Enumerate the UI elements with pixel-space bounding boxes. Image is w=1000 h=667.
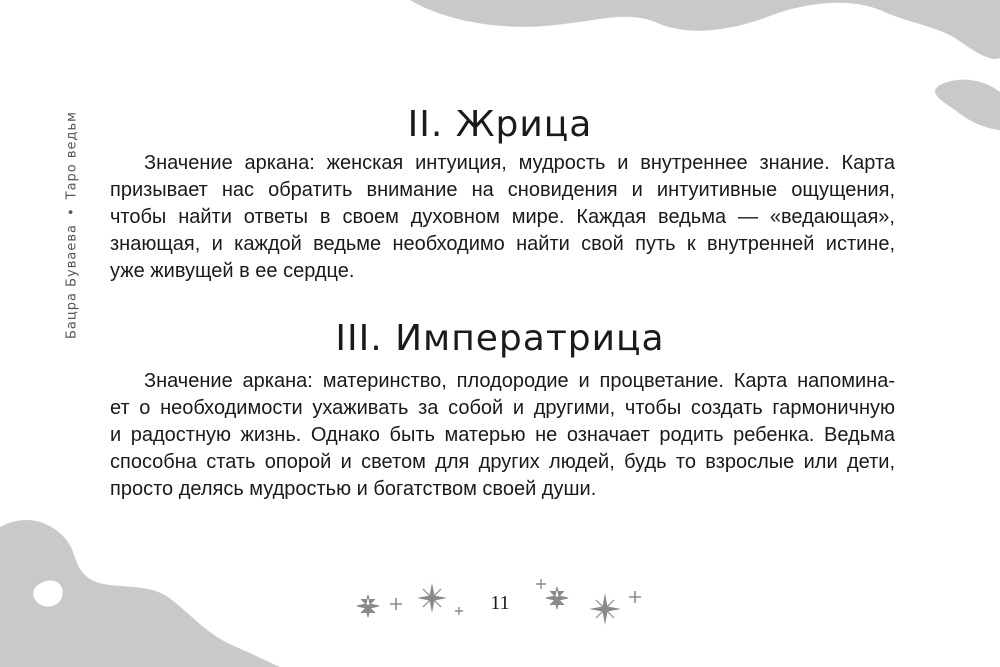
running-head-separator: • xyxy=(64,207,80,217)
sparkle-star-icon xyxy=(416,582,448,614)
text-line: знающая, и каждой ведьме необходимо найти свой путь к внутренней истине, xyxy=(110,233,895,255)
text-line: Значение аркана: материнство, плодородие и процветание. Карта напомина- xyxy=(144,370,895,392)
decorative-cloud-bottom xyxy=(0,505,280,667)
text-line: чтобы найти ответы в своем духовном мире. Каждая ведьма — «ведающая», xyxy=(110,206,895,228)
running-head-book-title: Таро ведьм xyxy=(64,111,80,200)
section-title-empress: III. Императрица xyxy=(335,318,665,359)
section-body-high-priestess xyxy=(110,150,895,285)
text-line: ет о необходимости ухаживать за собой и другими, чтобы создать гармоничную xyxy=(110,397,895,419)
text-line: уже живущей в ее сердце. xyxy=(110,260,355,282)
running-head-author: Бацра Буваева xyxy=(64,224,80,339)
sparkle-star-icon xyxy=(356,594,380,618)
plus-star-icon xyxy=(628,590,642,604)
text-line: способна стать опорой и светом для других людей, будь то взрослые или дети, xyxy=(110,451,895,473)
section-body-empress xyxy=(110,368,895,503)
plus-star-icon xyxy=(454,606,464,616)
page-number: 11 xyxy=(490,592,510,614)
text-line: призывает нас обратить внимание на сновидения и интуитивные ощущения, xyxy=(110,179,895,201)
text-line: и радостную жизнь. Однако быть матерью не означает родить ребенка. Ведьма xyxy=(110,424,895,446)
text-line: просто делясь мудростью и богатством своей души. xyxy=(110,478,597,500)
text-line: Значение аркана: женская интуиция, мудрость и внутреннее знание. Карта xyxy=(144,152,895,174)
sparkle-star-icon xyxy=(588,592,622,626)
sparkle-star-icon xyxy=(545,586,569,610)
section-title-high-priestess: II. Жрица xyxy=(407,104,593,145)
plus-star-icon xyxy=(389,597,403,611)
